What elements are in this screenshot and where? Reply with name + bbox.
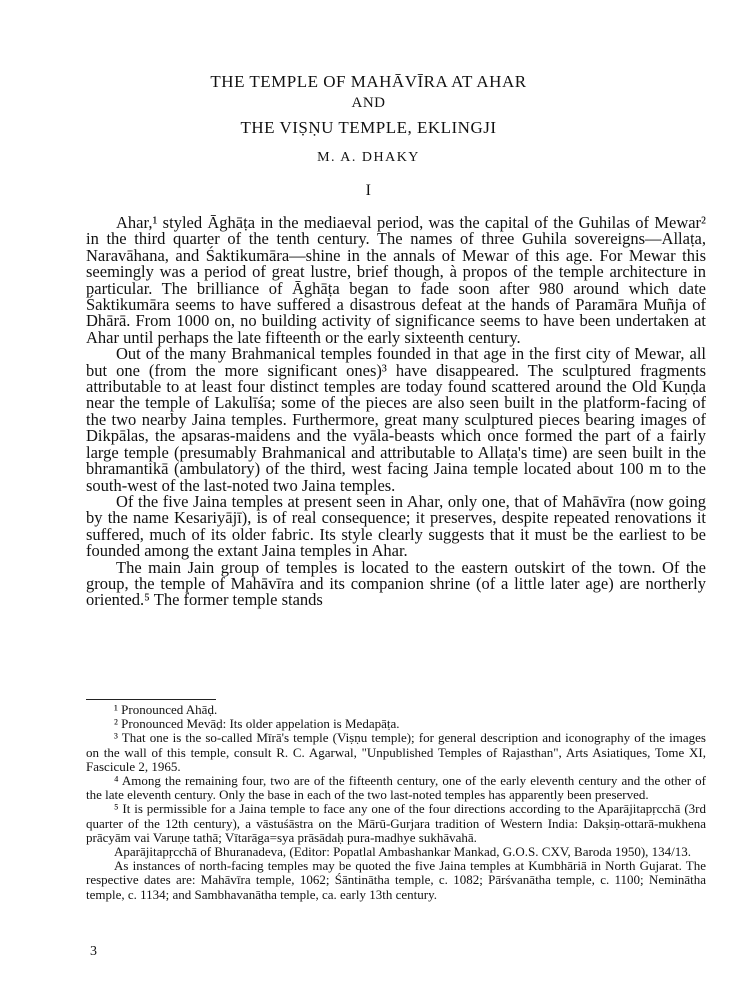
footnote-5: ⁵ It is permissible for a Jaina temple to face any one of the four directions according to the Aparājitapṛcchā (3rd quarter of the 12th century), a vāstuśāstra on the Mārū-Gurjara tradition of Western India: Dakṣiṇ-ottarā-mukhena prācyām vai Varuṇe tathā; Vītarāga=sya prāsādaḥ pura-madhye sukhāvahā.	[86, 801, 706, 845]
paragraph-4: The main Jain group of temples is located to the eastern outskirt of the town. Of the group, the temple of Mahāvīra and its companion shrine (of a little later age) are northerly oriented.⁵ The former temple stands	[86, 557, 706, 610]
footnotes	[86, 703, 706, 902]
footnote-3: ³ That one is the so-called Mīrā's temple (Viṣṇu temple); for general description and iconography of the images on the wall of this temple, consult R. C. Agarwal, "Unpublished Temples of Rajasthan", Arts Asiatiques, Tome XI, Fascicule 2, 1965.	[86, 730, 706, 774]
paragraph-1: Ahar,¹ styled Āghāṭa in the mediaeval period, was the capital of the Guhilas of Mewar² in the third quarter of the tenth century. The names of three Guhila sovereigns—Allaṭa, Naravāhana, and Śaktikumāra—shine in the annals of Mewar of this age. For Mewar this seemingly was a period of great lustre, brief though, à propos of the temple architecture in particular. The brilliance of Āghāṭa began to fade soon after 980 around which date Śaktikumāra seems to have suffered a disastrous defeat at the hands of Paramāra Muñja of Dhārā. From 1000 on, no building activity of significance seems to have been undertaken at Ahar until perhaps the late fifteenth or the early sixteenth century.	[86, 213, 706, 347]
section-number: I	[365, 182, 372, 199]
paragraph-2: Out of the many Brahmanical temples founded in that age in the first city of Mewar, all but one (from the more significant ones)³ have disappeared. The sculptured fragments attributable to at least four distinct temples are today found scattered around the Old Kuṇḍa near the temple of Lakulīśa; some of the pieces are also seen built in the platform-facing of the two nearby Jaina temples. Furthermore, great many sculptured pieces bearing images of Dikpālas, the apsaras-maidens and the vyāla-beasts which once formed the part of a fairly large temple (presumably Brahmanical and attributable to Allaṭa's time) are seen built in the bhramantikā (ambulatory) of the third, west facing Jaina temple located about 100 m to the south-west of the last-noted two Jaina temples.	[86, 344, 706, 495]
title-line-2: AND	[351, 95, 386, 111]
title-line-1: THE TEMPLE OF MAHĀVĪRA AT AHAR	[210, 72, 527, 91]
author: M. A. DHAKY	[317, 150, 420, 165]
footnote-5-reference: Aparājitapṛcchā of Bhuranadeva, (Editor: Popatlal Ambashankar Mankad, G.O.S. CXV, Baroda 1950), 134/13.	[114, 844, 692, 860]
page-number: 3	[90, 944, 97, 959]
footnote-2: ² Pronounced Mevāḍ: Its older appelation is Medapāṭa.	[114, 716, 400, 732]
footnote-4: ⁴ Among the remaining four, two are of the fifteenth century, one of the early eleventh century and the other of the late eleventh century. Only the base in each of the two last-noted temples has apparently been preserved.	[86, 773, 706, 803]
title-line-3: THE VIṢṆU TEMPLE, EKLINGJI	[240, 118, 497, 137]
footnote-1: ¹ Pronounced Ahāḍ.	[114, 702, 218, 717]
footnote-divider	[86, 699, 216, 700]
body-text	[86, 215, 706, 609]
paragraph-3: Of the five Jaina temples at present seen in Ahar, only one, that of Mahāvīra (now going by the name Kesariyājī), is of real consequence; it preserves, despite repeated renovations it suffered, much of its older fabric. Its style clearly suggests that it must be the earliest to be founded among the extant Jaina temples in Ahar.	[86, 491, 706, 561]
footnote-5-instances: As instances of north-facing temples may be quoted the five Jaina temples at Kumbhāriā in North Gujarat. The respective dates are: Mahāvīra temple, 1062; Śāntinātha temple, c. 1082; Pārśvanātha temple, c. 1100; Neminātha temple, c. 1134; and Sambhavanātha temple, ca. early 13th century.	[86, 858, 706, 902]
